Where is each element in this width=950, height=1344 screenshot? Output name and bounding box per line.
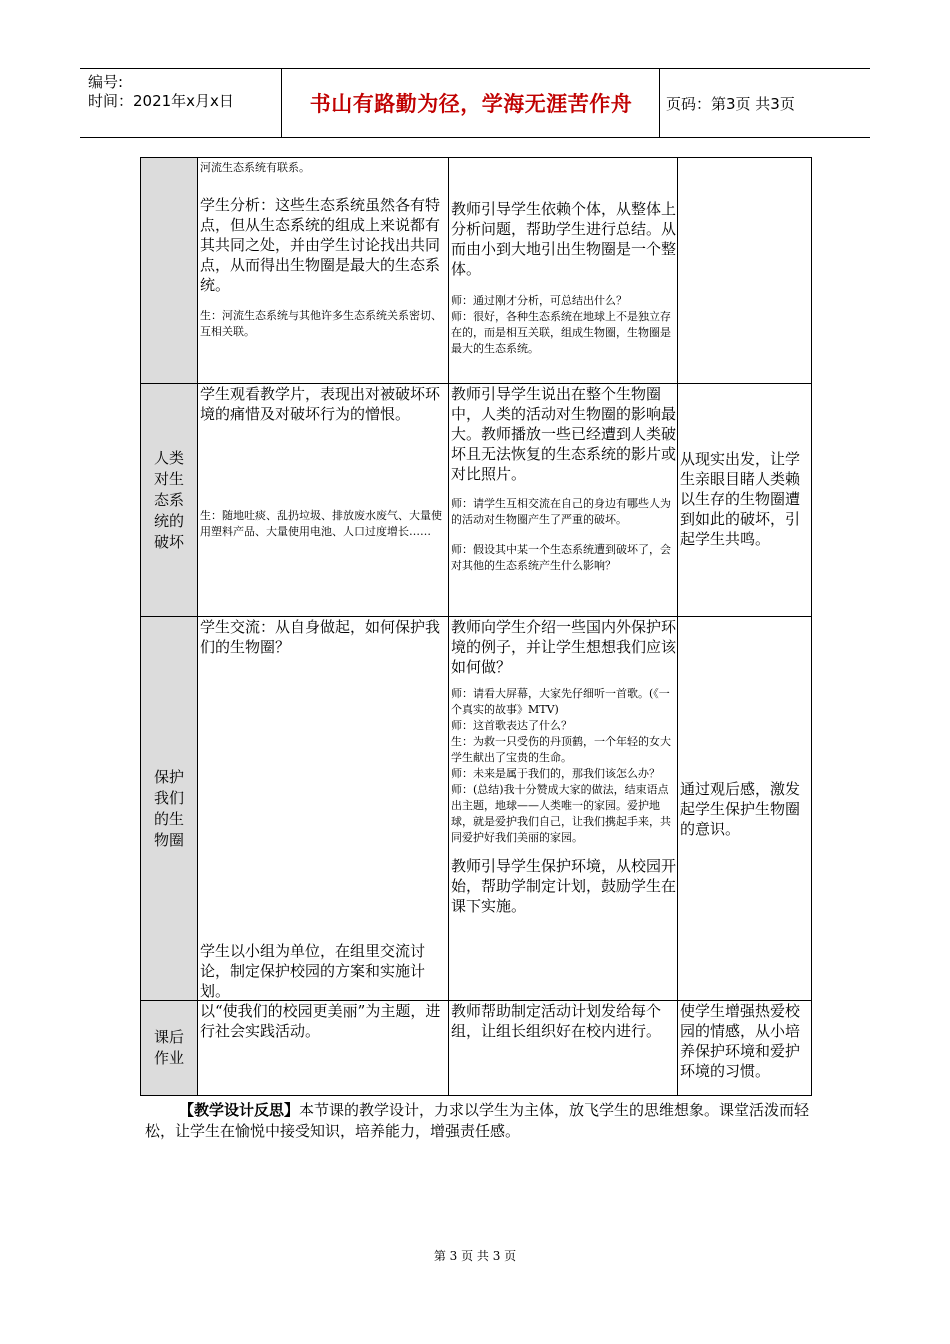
teacher-text: 教师引导学生依赖个体，从整体上分析问题，帮助学生进行总结。从而由小到大地引出生物圈是一个整体。 <box>451 200 677 278</box>
reflection-body: 本节课的教学设计，力求以学生为主体，放飞学生的思维想象。课堂活泼而轻松，让学生在愉悦中接受知识，培养能力，增强责任感。 <box>145 1101 810 1140</box>
teacher-text: 生：为救一只受伤的丹顶鹤，一个年轻的女大学生献出了宝贵的生命。 <box>451 735 671 764</box>
teacher-text: 师：假设其中某一个生态系统遭到破坏了，会对其他的生态系统产生什么影响？ <box>451 543 671 572</box>
design-intent-cell <box>678 617 812 1001</box>
student-text: 河流生态系统有联系。 <box>200 161 310 174</box>
teacher-text: 师：请学生互相交流在自己的身边有哪些人为的活动对生物圈产生了严重的破坏。 <box>451 497 671 526</box>
teacher-activity-cell <box>449 384 678 617</box>
section-cell: 保护我们的生物圈 <box>141 617 198 1001</box>
teacher-text: 师：请看大屏幕，大家先仔细听一首歌。(《一个真实的故事》MTV) <box>451 687 670 716</box>
header-meta <box>80 69 282 137</box>
teacher-text: 师：未来是属于我们的，那我们该怎么办？ <box>451 767 660 780</box>
teacher-text: 教师向学生介绍一些国内外保护环境的例子，并让学生想想我们应该如何做？ <box>451 618 677 676</box>
header-page-number: 页码：第3页 共3页 <box>666 94 795 113</box>
student-text: 生：随地吐痰、乱扔垃圾、排放废水废气、大量使用塑料产品、大量使用电池、人口过度增长…… <box>200 509 442 538</box>
header-motto: 书山有路勤为径，学海无涯苦作舟 <box>283 69 660 137</box>
reflection-paragraph <box>145 1100 813 1142</box>
teacher-text: 教师引导学生说出在整个生物圈中，人类的活动对生物圈的影响最大。教师播放一些已经遭到人类破坏且无法恢复的生态系统的影片或对比照片。 <box>451 385 677 483</box>
table-row <box>141 617 812 1001</box>
intent-text: 通过观后感，激发起学生保护生物圈的意识。 <box>680 779 801 838</box>
teacher-text: 教师引导学生保护环境，从校园开始，帮助学制定计划，鼓励学生在课下实施。 <box>451 857 677 915</box>
student-text: 学生交流：从自身做起，如何保护我们的生物圈？ <box>200 618 441 656</box>
student-activity-cell <box>198 1001 449 1096</box>
document-date: 时间：2021年x月x日 <box>88 92 234 110</box>
lesson-table <box>140 157 812 1096</box>
teacher-text: 师：(总结)我十分赞成大家的做法，结束语点出主题，地球——人类唯一的家园。爱护地球，就是爱护我们自己，让我们携起手来，共同爱护好我们美丽的家园。 <box>451 783 671 844</box>
teacher-activity-cell <box>449 1001 678 1096</box>
design-intent-cell <box>678 158 812 384</box>
section-cell: 人类对生态系统的破坏 <box>141 384 198 617</box>
page-footer: 第 3 页 共 3 页 <box>433 1249 517 1263</box>
table-row <box>141 158 812 384</box>
teacher-text: 教师帮助制定活动计划发给每个组，让组长组织好在校内进行。 <box>451 1002 662 1040</box>
student-text: 学生观看教学片，表现出对被破坏环境的痛惜及对破坏行为的憎恨。 <box>200 385 441 423</box>
intent-text: 使学生增强热爱校园的情感，从小培养保护环境和爱护环境的习惯。 <box>680 1002 801 1080</box>
section-cell <box>141 158 198 384</box>
student-text: 以“使我们的校园更美丽”为主题，进行社会实践活动。 <box>200 1002 441 1040</box>
student-activity-cell <box>198 384 449 617</box>
teacher-text: 师：很好，各种生态系统在地球上不是独立存在的，而是相互关联，组成生物圈，生物圈是最大的生态系统。 <box>451 310 671 355</box>
student-text: 学生分析：这些生态系统虽然各有特点，但从生态系统的组成上来说都有其共同之处，并由学生讨论找出共同点，从而得出生物圈是最大的生态系统。 <box>200 196 441 294</box>
student-activity-cell <box>198 158 449 384</box>
table-row <box>141 1001 812 1096</box>
student-activity-cell <box>198 617 449 1001</box>
student-text: 生：河流生态系统与其他许多生态系统关系密切、互相关联。 <box>200 309 442 338</box>
document-number: 编号: <box>88 73 124 91</box>
student-text: 学生以小组为单位，在组里交流讨论，制定保护校园的方案和实施计划。 <box>200 942 426 1000</box>
teacher-activity-cell <box>449 617 678 1001</box>
reflection-title: 【教学设计反思】 <box>179 1101 300 1119</box>
teacher-activity-cell <box>449 158 678 384</box>
design-intent-cell <box>678 1001 812 1096</box>
teacher-text: 师：通过刚才分析，可总结出什么？ <box>451 294 627 307</box>
page-header <box>80 68 870 138</box>
table-row <box>141 384 812 617</box>
design-intent-cell <box>678 384 812 617</box>
intent-text: 从现实出发，让学生亲眼目睹人类赖以生存的生物圈遭到如此的破坏，引起学生共鸣。 <box>680 450 801 548</box>
section-cell: 课后作业 <box>141 1001 198 1096</box>
teacher-text: 师：这首歌表达了什么？ <box>451 719 572 732</box>
